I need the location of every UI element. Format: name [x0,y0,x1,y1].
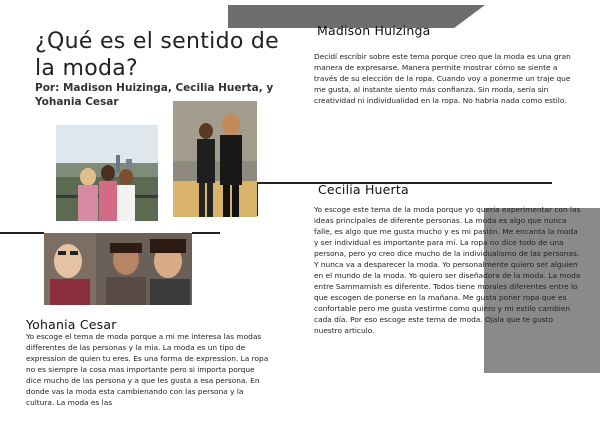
cecilia-paragraph: Yo escoge este tema de la moda porque yo quería experimentar con las ideas principales de diferente personas. La moda es algo que nunca falle, es algo que me gusta mucho y es mi pasión. Me encanta la moda y ser individual es importante para mí. La ropa no dice todo de una persona, pero yo creo dice mucho de la individualismo de las personas. Y nunca va a desparecer la moda. Yo personalmente quiero ser alguien en el mundo de la moda. Yo quiero ser diseñadora de la moda. La moda entre Sammamish es diferente. Todos tiene morales diferentes entre lo que escogen de ponerse en la mañana. Me gusta poner ropa que es confortable pero me gusta vestirme como quiero y mi estilo cambien cada día. Por eso escoge este tema de moda. Ojala que te gusto nuestro articulo. [314,205,581,335]
article-byline: Por: Madison Huizinga, Cecilia Huerta, y Yohania Cesar [35,82,274,108]
yohania-divider-right [192,232,220,234]
yohania-paragraph: Yo escoge el tema de moda porque a mi me interesa las modas differentes de las personas y la mia. La moda es un tipo de expression de quien tu eres. Es una forma de expression. La ropa no es siempre la cosa mas importante pero si importa porque dice mucho de las persona y a que les gusta a esa persona. En donde vas la moda esta cambienando con las persona y la cultura. La moda es las [26,332,269,407]
author-name-cecilia: Cecilia Huerta [318,182,409,197]
madison-paragraph: Decidí escribir sobre este tema porque creo que la moda es una gran manera de expresarse. Manera permite mostrar cómo se siente a través de su elección de la ropa. Cuando voy a ponerme un traje que me gusta, al instante siento más confianza. Sin moda, sería sin creatividad ni individualidad en la ropa. No habría nada como estilo. [314,52,571,105]
photo-two-girls [173,101,257,217]
article-title: ¿Qué es el sentido de la moda? [35,29,279,81]
yohania-divider-left [0,232,44,234]
photo-three-girls-closeup [44,233,192,305]
photo-group-skyline [56,125,158,221]
author-name-madison: Madison Huizinga [317,23,431,38]
author-name-yohania: Yohania Cesar [26,317,117,332]
